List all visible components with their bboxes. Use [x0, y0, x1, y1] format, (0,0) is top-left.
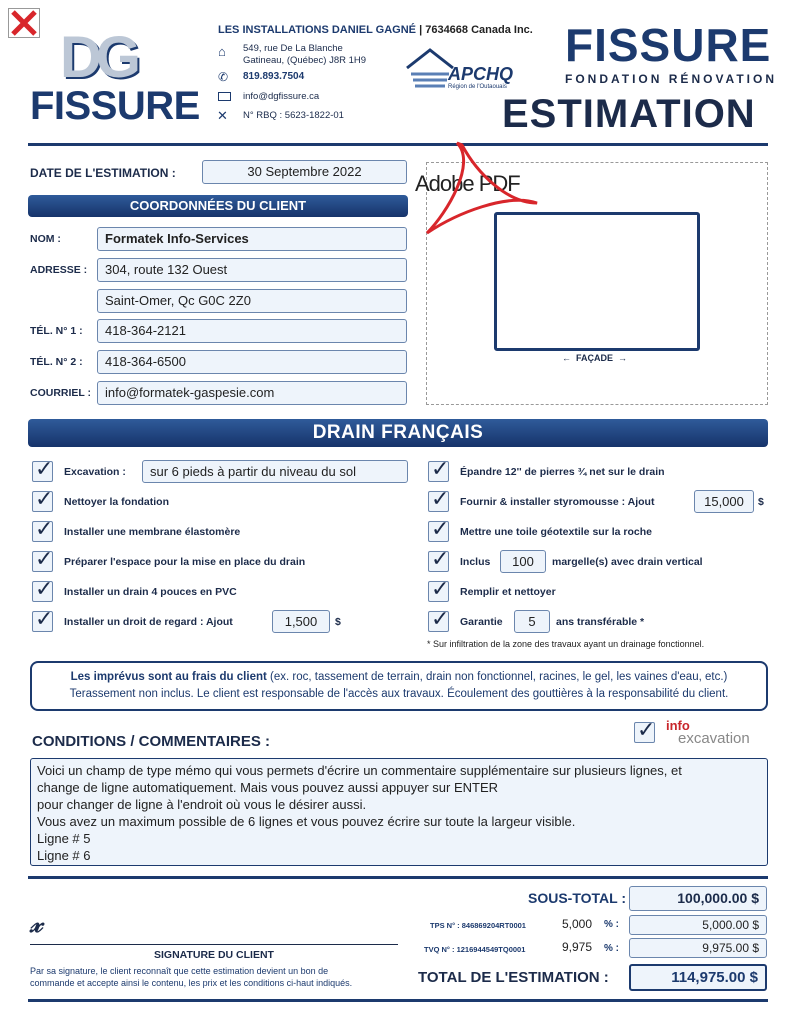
- checkbox-drain-pvc[interactable]: [32, 581, 53, 602]
- tel2-label: TÉL. N° 2 :: [30, 356, 83, 368]
- tps-percent: % :: [604, 919, 619, 930]
- regard-label: Installer un droit de regard : Ajout: [64, 616, 233, 628]
- address-1: 549, rue De La Blanche: [243, 43, 343, 54]
- address-field-1[interactable]: 304, route 132 Ouest: [97, 258, 407, 282]
- garantie-field[interactable]: 5: [514, 610, 550, 633]
- tps-label: TPS N° : 846869204RT0001: [430, 921, 526, 930]
- date-label: DATE DE L'ESTIMATION :: [30, 166, 176, 180]
- name-field[interactable]: Formatek Info-Services: [97, 227, 407, 251]
- sketch-area[interactable]: [415, 162, 768, 405]
- styro-label: Fournir & installer styromousse : Ajout: [460, 496, 655, 508]
- facade-label: ← FAÇADE →: [562, 353, 628, 363]
- signature-text-2: commande et accepte ainsi le contenu, les prix et les conditions ci-haut indiqués.: [30, 978, 353, 988]
- rbq: N° RBQ : 5623-1822-01: [243, 110, 344, 121]
- checkbox-membrane[interactable]: [32, 521, 53, 542]
- excavation-label: Excavation :: [64, 466, 126, 478]
- tools-icon: ✕: [217, 108, 228, 123]
- totals-rule: [28, 876, 768, 879]
- email: info@dgfissure.ca: [243, 91, 320, 102]
- address-label: ADRESSE :: [30, 264, 88, 276]
- item-preparer: Préparer l'espace pour la mise en place du drain: [64, 556, 306, 568]
- checkbox-inclus[interactable]: [428, 551, 449, 572]
- checkbox-nettoyer[interactable]: [32, 491, 53, 512]
- signature-label: SIGNATURE DU CLIENT: [154, 949, 274, 961]
- checkbox-remplir[interactable]: [428, 581, 449, 602]
- checkbox-info-excavation[interactable]: [634, 722, 655, 743]
- brand-subtitle: FONDATION RÉNOVATION: [565, 72, 777, 86]
- tps-amount[interactable]: 5,000.00 $: [629, 915, 767, 935]
- comments-memo[interactable]: [30, 758, 768, 866]
- tel2-field[interactable]: 418-364-6500: [97, 350, 407, 374]
- arrow-left-icon: ←: [562, 353, 571, 363]
- memo-line: Ligne # 5: [37, 831, 91, 846]
- address-2: Gatineau, (Québec) J8R 1H9: [243, 55, 367, 66]
- arrow-right-icon: →: [618, 353, 628, 363]
- total-label: TOTAL DE L'ESTIMATION :: [418, 969, 609, 986]
- checkbox-toile[interactable]: [428, 521, 449, 542]
- checkbox-styromousse[interactable]: [428, 491, 449, 512]
- phone-icon: ✆: [218, 70, 229, 84]
- email-field[interactable]: info@formatek-gaspesie.com: [97, 381, 407, 405]
- signature-icon[interactable]: 𝓍: [30, 908, 43, 938]
- tel1-label: TÉL. N° 1 :: [30, 325, 83, 337]
- tel1-field[interactable]: 418-364-2121: [97, 319, 407, 343]
- item-epandre: Épandre 12'' de pierres ¾ net sur le drain: [460, 466, 665, 478]
- checkbox-epandre[interactable]: [428, 461, 449, 482]
- regard-currency: $: [335, 616, 341, 628]
- styro-field[interactable]: 15,000: [694, 490, 754, 513]
- home-icon: ⌂: [218, 44, 226, 59]
- memo-line: change de ligne automatiquement. Mais vous pouvez aussi appuyer sur ENTER: [37, 780, 499, 795]
- item-drain-pvc: Installer un drain 4 pouces en PVC: [64, 586, 237, 598]
- header-rule: [28, 143, 768, 146]
- memo-line: Ligne # 6: [37, 848, 91, 863]
- checkbox-regard[interactable]: [32, 611, 53, 632]
- item-toile: Mettre une toile géotextile sur la roche: [460, 526, 652, 538]
- mail-icon: [218, 92, 231, 101]
- notice-line1: (ex. roc, tassement de terrain, drain non fonctionnel, racines, le gel, les vaines d'eau, etc.): [266, 671, 728, 683]
- excavation-field[interactable]: sur 6 pieds à partir du niveau du sol: [142, 460, 408, 483]
- doc-title: ESTIMATION: [502, 92, 756, 136]
- memo-line: Voici un champ de type mémo qui vous permets d'écrire un commentaire supplémentaire sur plusieurs lignes, et: [37, 763, 682, 778]
- memo-line: pour changer de ligne à l'endroit où vous le désirer aussi.: [37, 797, 367, 812]
- close-icon[interactable]: [8, 8, 40, 38]
- footer-rule: [28, 999, 768, 1002]
- dg-logo: DG: [60, 25, 135, 90]
- inclus-label: Inclus: [460, 556, 491, 568]
- drain-section-header: DRAIN FRANÇAIS: [28, 419, 768, 447]
- signature-line: [30, 944, 398, 945]
- garantie-suffix: ans transférable *: [556, 616, 645, 628]
- checkbox-preparer[interactable]: [32, 551, 53, 572]
- tvq-label: TVQ N° : 1216944549TQ0001: [424, 945, 526, 954]
- company-line: LES INSTALLATIONS DANIEL GAGNÉ | 7634668 Canada Inc.: [218, 24, 533, 36]
- drain-footnote: * Sur infiltration de la zone des travaux ayant un drainage fonctionnel.: [427, 639, 705, 649]
- email-label: COURRIEL :: [30, 387, 92, 399]
- regard-field[interactable]: 1,500: [272, 610, 330, 633]
- address-field-2[interactable]: Saint-Omer, Qc G0C 2Z0: [97, 289, 407, 313]
- memo-line: Vous avez un maximum possible de 6 lignes et vous pouvez écrire sur toute la largeur visible.: [37, 814, 576, 829]
- facade-frame: [494, 212, 700, 351]
- styro-currency: $: [758, 496, 764, 508]
- item-membrane: Installer une membrane élastomère: [64, 526, 241, 538]
- brand-title: FISSURE: [565, 19, 772, 71]
- total-field[interactable]: 114,975.00 $: [629, 964, 767, 991]
- inclus-field[interactable]: 100: [500, 550, 546, 573]
- tvq-rate[interactable]: 9,975: [562, 940, 593, 954]
- garantie-label: Garantie: [460, 616, 503, 628]
- item-nettoyer: Nettoyer la fondation: [64, 496, 170, 508]
- client-section-header: COORDONNÉES DU CLIENT: [28, 195, 408, 217]
- subtotal-field[interactable]: 100,000.00 $: [629, 886, 767, 911]
- info-excavation-logo: info excavation: [666, 718, 750, 747]
- apchq-logo: APCHQ Région de l'Outaouais: [405, 46, 525, 96]
- margelle-label: margelle(s) avec drain vertical: [552, 556, 703, 568]
- notice-bold: Les imprévus sont au frais du client: [70, 671, 267, 683]
- tvq-amount[interactable]: 9,975.00 $: [629, 938, 767, 958]
- name-label: NOM :: [30, 233, 61, 245]
- checkbox-garantie[interactable]: [428, 611, 449, 632]
- notice-box: [30, 661, 768, 711]
- tvq-percent: % :: [604, 943, 619, 954]
- date-field[interactable]: 30 Septembre 2022: [202, 160, 407, 184]
- signature-text-1: Par sa signature, le client reconnaît que cette estimation devient un bon de: [30, 966, 329, 976]
- item-remplir: Remplir et nettoyer: [460, 586, 556, 598]
- checkbox-excavation[interactable]: [32, 461, 53, 482]
- subtotal-label: SOUS-TOTAL :: [528, 890, 626, 906]
- adobe-pdf-label: Adobe PDF: [415, 171, 520, 196]
- logo-fissure: FISSURE: [30, 84, 200, 128]
- conditions-title: CONDITIONS / COMMENTAIRES :: [32, 733, 271, 750]
- tps-rate[interactable]: 5,000: [562, 917, 593, 931]
- notice-line2: Terassement non inclus. Le client est responsable de l'accès aux travaux. Écoulement des gouttières à la responsabilité du client.: [69, 688, 729, 700]
- phone: 819.893.7504: [243, 71, 305, 82]
